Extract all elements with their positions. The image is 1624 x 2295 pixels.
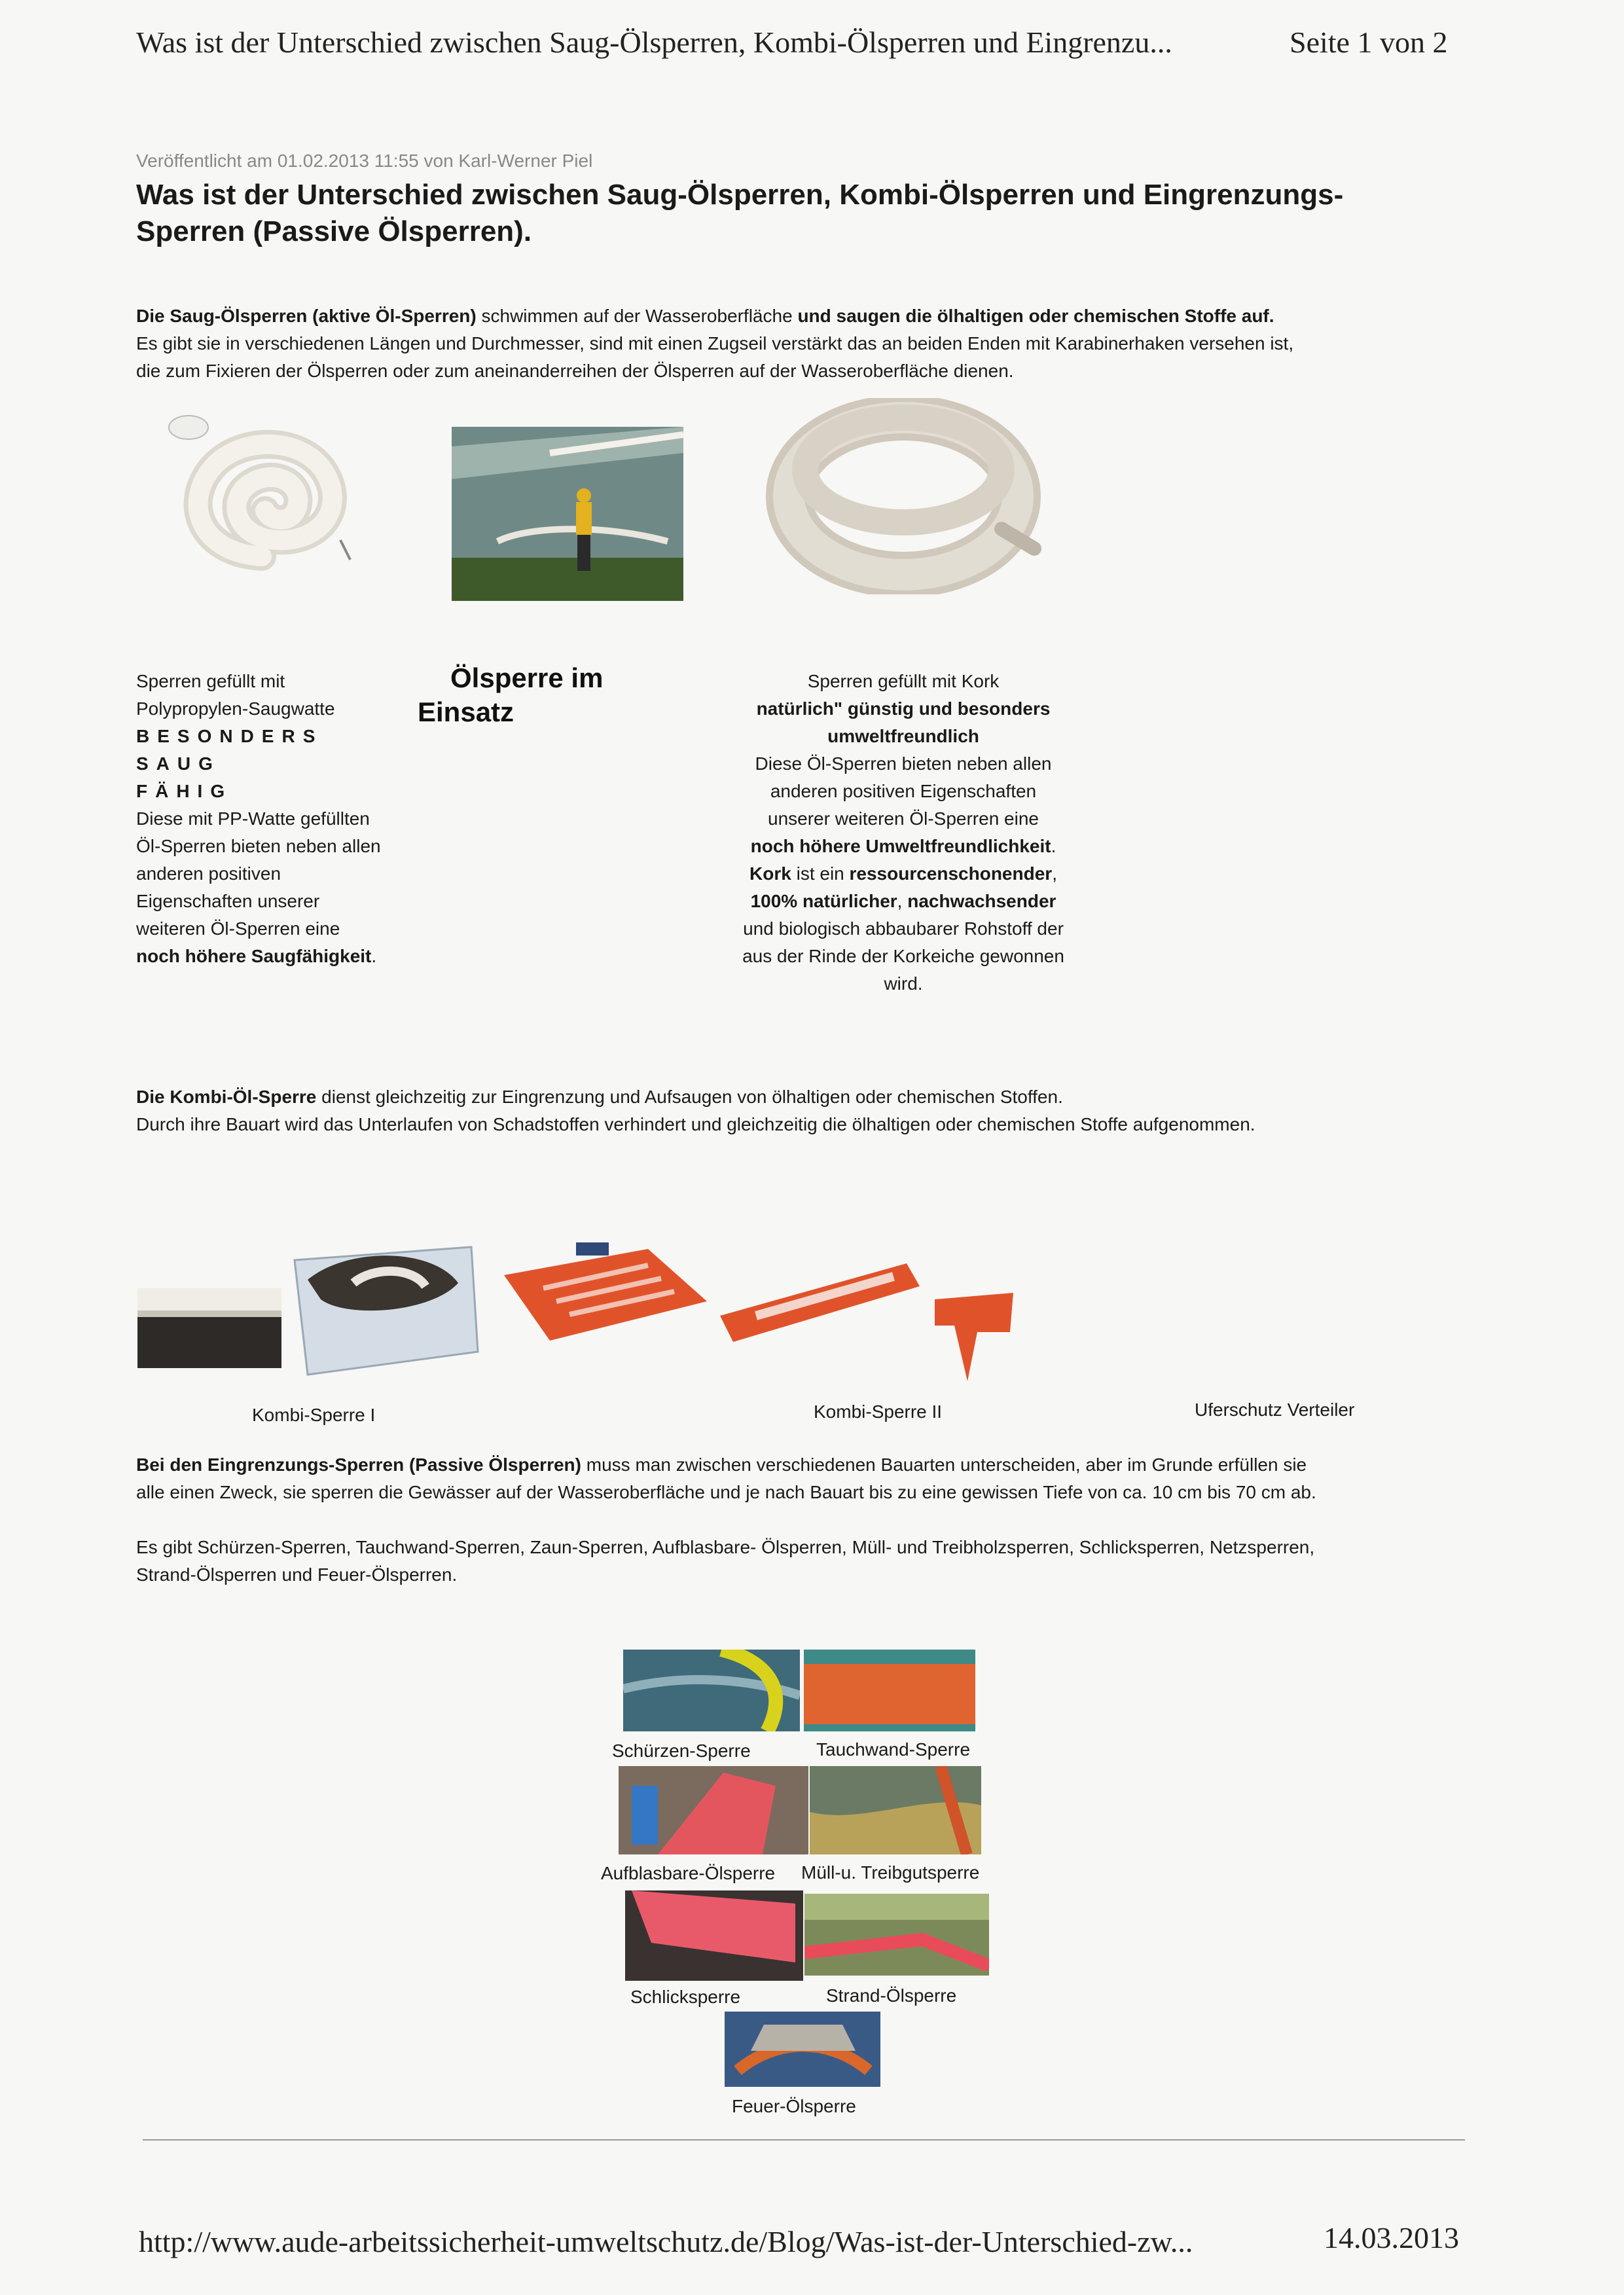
pp-caption-line-9: weiteren Öl-Sperren eine [136, 918, 340, 939]
cork-word: Kork [749, 863, 791, 884]
boom-in-action-caption [418, 661, 603, 729]
cork-renewable: nachwachsender [907, 891, 1056, 911]
passive-lead-text: muss man zwischen verschiedenen Bauarten unterscheiden, aber im Grunde erfüllen sie [581, 1455, 1307, 1475]
passive-lead-bold: Bei den Eingrenzungs-Sperren (Passive Ölsperren) [136, 1455, 581, 1475]
kombi-lead-bold: Die Kombi-Öl-Sperre [136, 1087, 317, 1107]
skirt-boom-photo [623, 1650, 800, 1731]
article-title [136, 177, 1445, 250]
gallery-caption-skirt: Schürzen-Sperre [612, 1741, 751, 1761]
post-meta: Veröffentlicht am 01.02.2013 11:55 von Karl-Werner Piel [136, 151, 593, 171]
passive-paragraph [136, 1451, 1511, 1589]
cork-caption-emphasis: noch höhere Umweltfreundlichkeit [750, 836, 1051, 856]
kombi-paragraph [136, 1083, 1498, 1138]
action-caption-line-2: Einsatz [418, 696, 514, 727]
intro-lead-text: schwimmen auf der Wasseroberfläche [476, 306, 798, 326]
intro-line-2: Es gibt sie in verschiedenen Längen und Durchmesser, sind mit einen Zugseil verstärkt das an beiden Enden mit Karabinerhaken versehen ist, [136, 333, 1294, 353]
cork-resource: ressourcenschonender [849, 863, 1053, 884]
cork-caption-line-11: aus der Rinde der Korkeiche gewonnen [742, 946, 1064, 966]
kombi-caption-2: Kombi-Sperre II [814, 1401, 943, 1422]
intro-line-1 [136, 302, 1498, 330]
pp-caption-period: . [371, 946, 377, 966]
pp-caption-line-1: Sperren gefüllt mit [136, 671, 285, 691]
passive-line-3: Es gibt Schürzen-Sperren, Tauchwand-Sperren, Zaun-Sperren, Aufblasbare- Ölsperren, Müll- und Treibholzsperren, Schlicksperren, Netzsperren, [136, 1537, 1315, 1557]
intro-paragraph [136, 302, 1498, 385]
passive-line-4: Strand-Ölsperren und Feuer-Ölsperren. [136, 1564, 458, 1585]
cork-caption-line-2: natürlich" günstig und besonders [756, 698, 1051, 719]
cork-caption-line-10: und biologisch abbaubarer Rohstoff der [743, 918, 1064, 939]
action-caption-line-1: Ölsperre im [450, 662, 604, 693]
intro-lead-bold-2: und saugen die ölhaltigen oder chemischen Stoffe auf. [797, 306, 1274, 326]
pp-caption-line-3: BESONDERS SAUG [136, 726, 323, 774]
kombi-boom-bag-photo [281, 1221, 484, 1384]
gallery-caption-inflatable: Aufblasbare-Ölsperre [601, 1863, 776, 1883]
kombi-caption-1: Kombi-Sperre I [252, 1405, 376, 1425]
boom-in-action-photo [452, 427, 683, 601]
print-footer-url: http://www.aude-arbeitssicherheit-umweltschutz.de/Blog/Was-ist-der-Unterschied-zw... [139, 2225, 1193, 2258]
cork-caption-line-6: unserer weiteren Öl-Sperren eine [768, 808, 1039, 829]
cork-caption-line-5: anderen positiven Eigenschaften [770, 781, 1037, 801]
cork-natural: 100% natürlicher [750, 891, 897, 911]
debris-boom-photo [810, 1766, 981, 1854]
pp-caption-line-2: Polypropylen-Saugwatte [136, 698, 335, 719]
passive-line-2: alle einen Zweck, sie sperren die Gewässer auf der Wasseroberfläche und je nach Bauart bis zu eine gewissen Tiefe von ca. 10 cm bis 70 cm ab. [136, 1482, 1316, 1502]
cork-comma: , [1052, 863, 1057, 884]
cork-sep: , [897, 891, 908, 911]
fire-boom-photo [725, 2012, 880, 2087]
kombi-lead-text: dienst gleichzeitig zur Eingrenzung und Aufsaugen von ölhaltigen oder chemischen Stoffen. [316, 1087, 1063, 1107]
passive-line-1 [136, 1451, 1511, 1479]
gallery-caption-mud: Schlicksperre [630, 1987, 741, 2007]
mud-boom-photo [625, 1890, 803, 1981]
beach-boom-photo [804, 1894, 989, 1976]
pp-caption-line-7: anderen positiven [136, 863, 281, 884]
pp-caption-line-5: Diese mit PP-Watte gefüllten [136, 808, 370, 829]
cork-boom-caption [707, 668, 1100, 998]
kombi-boom-orange-stack-photo [497, 1236, 713, 1354]
cork-boom-image [766, 398, 1047, 594]
cork-text: ist ein [791, 863, 850, 884]
cork-caption-line-4: Diese Öl-Sperren bieten neben allen [755, 753, 1052, 774]
passive-spacer [136, 1506, 1511, 1534]
cork-caption-line-8 [707, 860, 1100, 888]
cork-caption-line-12: wird. [884, 973, 923, 994]
gallery-caption-fire: Feuer-Ölsperre [732, 2096, 856, 2116]
article-title-line-1: Was ist der Unterschied zwischen Saug-Ölsperren, Kombi-Ölsperren und Eingrenzungs- [136, 179, 1344, 211]
pp-caption-emphasis: noch höhere Saugfähigkeit [136, 946, 372, 966]
cork-caption-period: . [1051, 836, 1056, 856]
kombi-line-2: Durch ihre Bauart wird das Unterlaufen von Schadstoffen verhindert und gleichzeitig die ölhaltigen oder chemischen Stoffe aufgenommen. [136, 1114, 1255, 1134]
kombi-boom-section-photo [137, 1288, 281, 1368]
pp-boom-coil-image [164, 409, 373, 592]
cork-caption-line-3: umweltfreundlich [827, 726, 979, 746]
gallery-caption-debris: Müll-u. Treibgutsperre [801, 1862, 980, 1883]
diving-wall-boom-photo [804, 1650, 975, 1731]
footer-divider [143, 2139, 1465, 2141]
inflatable-boom-photo [619, 1766, 808, 1854]
kombi-boom-orange-tube-photo [717, 1257, 926, 1348]
kombi-caption-3: Uferschutz Verteiler [1195, 1400, 1355, 1420]
cork-caption-line-9 [707, 888, 1100, 915]
gallery-caption-diving-wall: Tauchwand-Sperre [816, 1739, 971, 1760]
shore-protection-distributor-photo [928, 1286, 1020, 1384]
print-header-title: Was ist der Unterschied zwischen Saug-Ölsperren, Kombi-Ölsperren und Eingrenzu... [136, 26, 1172, 59]
article-title-line-2: Sperren (Passive Ölsperren). [136, 215, 532, 247]
pp-caption-line-6: Öl-Sperren bieten neben allen [136, 836, 381, 856]
pp-caption-line-4: FÄHIG [136, 781, 233, 801]
intro-line-3: die zum Fixieren der Ölsperren oder zum aneinanderreihen der Ölsperren auf der Wasseroberfläche dienen. [136, 361, 1014, 381]
kombi-line-1 [136, 1083, 1498, 1111]
print-footer-date: 14.03.2013 [1324, 2221, 1459, 2254]
cork-caption-line-1: Sperren gefüllt mit Kork [807, 671, 1000, 691]
pp-caption-line-8: Eigenschaften unserer [136, 891, 320, 911]
pp-caption-line-10 [136, 943, 418, 970]
pp-boom-caption [136, 668, 418, 970]
gallery-caption-beach: Strand-Ölsperre [826, 1985, 957, 2006]
print-header-page: Seite 1 von 2 [1290, 26, 1448, 59]
intro-lead-bold: Die Saug-Ölsperren (aktive Öl-Sperren) [136, 306, 477, 326]
cork-caption-line-7 [707, 833, 1100, 860]
